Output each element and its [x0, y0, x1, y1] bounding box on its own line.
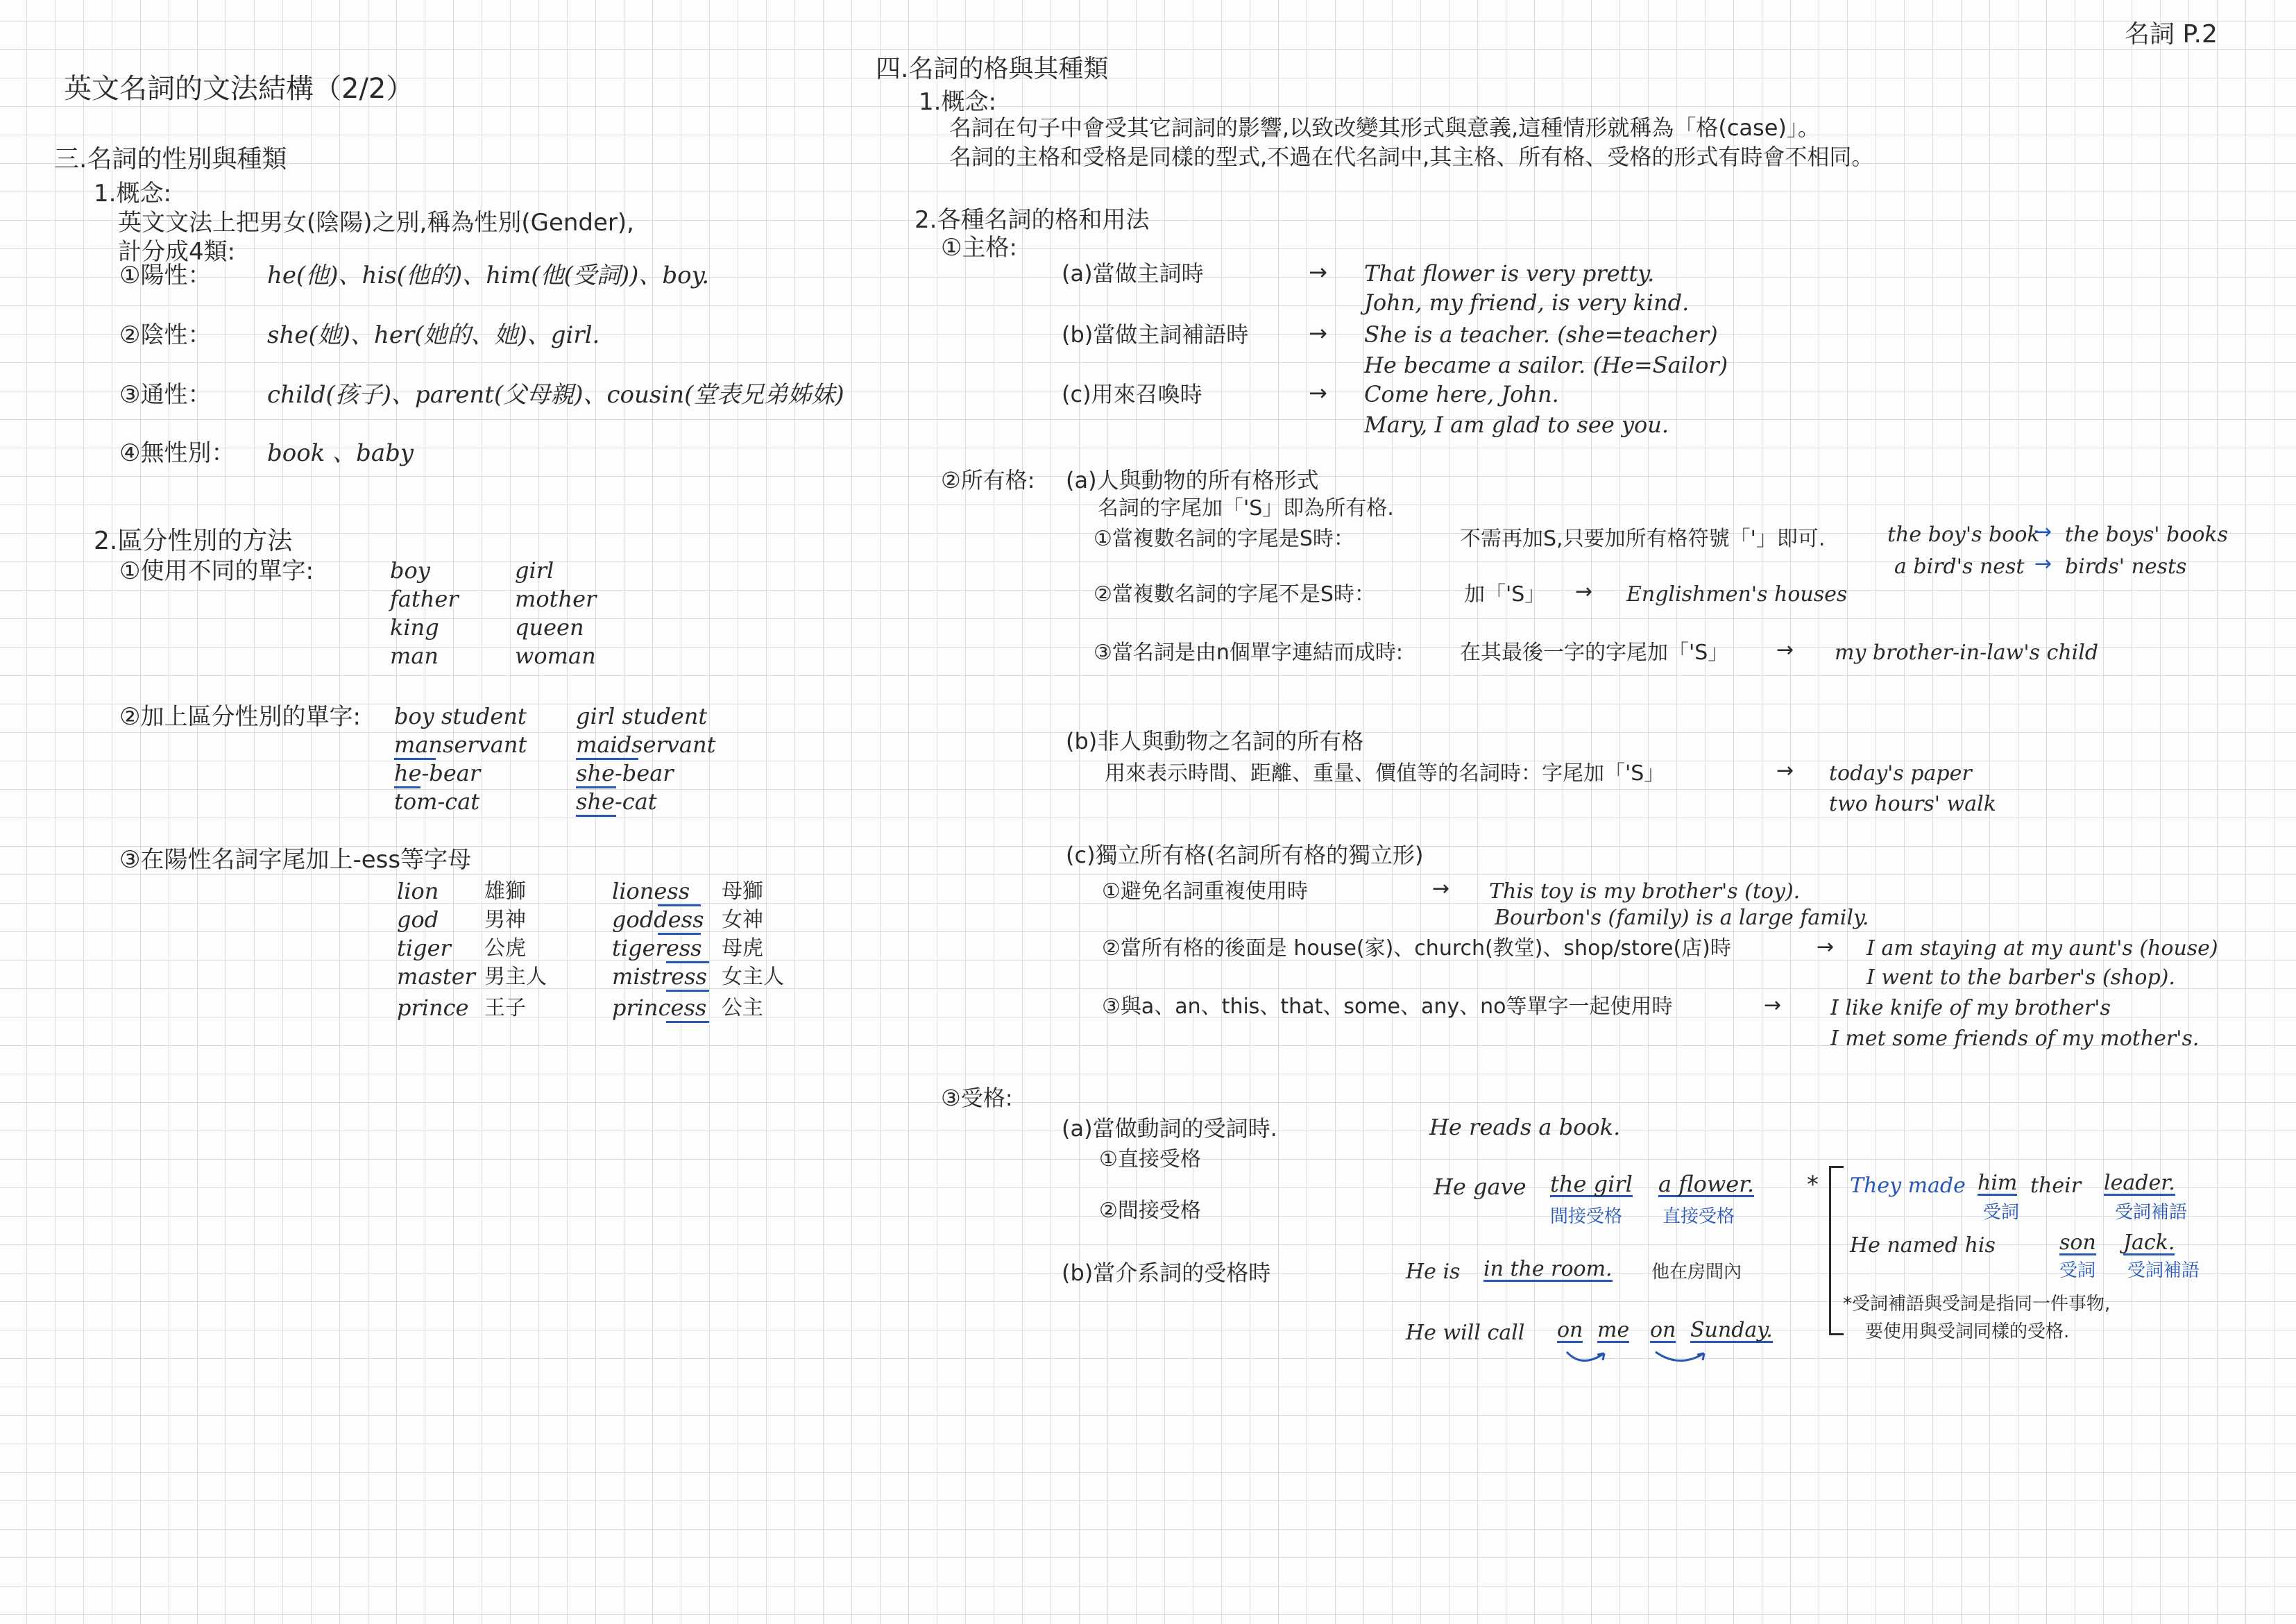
direct-object-tag: 直接受格 — [1663, 1206, 1735, 1227]
possessive-rule-detail: 在其最後一字的字尾加「'S」 — [1460, 641, 1729, 665]
arrow-icon: → — [1309, 380, 1327, 406]
note-object-tag: 受詞 — [1983, 1202, 2020, 1223]
nominative-case-label: (c)用來召喚時 — [1062, 381, 1202, 407]
highlight-underline — [658, 904, 701, 906]
example-sentence: He became a sailor. (He=Sailor) — [1364, 352, 1728, 378]
example-sentence: She is a teacher. (she=teacher) — [1364, 321, 1718, 348]
gender-type-label: ③通性： — [119, 381, 212, 409]
example-sentence: He reads a book. — [1429, 1114, 1621, 1140]
female-word-cn: 公主 — [722, 996, 763, 1020]
example-sentence: Mary, I am glad to see you. — [1364, 412, 1669, 438]
male-word: he-bear — [394, 760, 481, 786]
gender-type-words: book 、baby — [267, 439, 414, 467]
curved-arrow-icon — [1561, 1346, 1769, 1374]
arrow-icon: → — [2034, 552, 2052, 576]
example-sentence: I went to the barber's (shop). — [1866, 965, 2175, 990]
male-word: god — [397, 906, 439, 933]
male-word: master — [397, 963, 475, 990]
gender-type-label: ②陰性： — [119, 321, 212, 349]
case-concept-label: 1.概念: — [919, 88, 996, 116]
note-object-word: him — [1978, 1171, 2018, 1195]
example-sentence: I like knife of my brother's — [1830, 996, 2111, 1020]
gender-type-words: she(她)、her(她的、她)、girl. — [267, 321, 600, 349]
gender-type-words: child(孩子)、parent(父母親)、cousin(堂表兄弟姊妹) — [267, 381, 844, 409]
gender-concept-line: 計分成4類: — [118, 238, 236, 266]
female-word: lioness — [612, 878, 690, 904]
gender-concept-label: 1.概念: — [94, 180, 171, 208]
note-example: He named his — [1850, 1233, 1996, 1258]
highlight-underline — [666, 1021, 709, 1023]
example-sentence: my brother-in-law's child — [1835, 641, 2099, 665]
example-sentence: This toy is my brother's (toy). — [1489, 879, 1801, 904]
arrow-icon: → — [1817, 935, 1835, 959]
possessive-b-rule: 用來表示時間、距離、重量、價值等的名詞時：字尾加「'S」 — [1105, 761, 1665, 786]
possessive-a-rule: 名詞的字尾加「'S」即為所有格. — [1098, 496, 1394, 521]
object-word: me — [1597, 1318, 1630, 1342]
possessive-b-label: (b)非人與動物之名詞的所有格 — [1066, 728, 1364, 754]
male-word-cn: 男神 — [484, 908, 526, 932]
arrow-icon: → — [2034, 520, 2052, 544]
highlight-underline — [394, 758, 436, 760]
example-sentence: Bourbon's (family) is a large family. — [1495, 906, 1869, 930]
highlight-underline — [576, 758, 638, 760]
female-word: girl student — [576, 703, 708, 729]
possessive-rule-item: ②當複數名詞的字尾不是S時： — [1094, 582, 1375, 607]
arrow-icon: → — [1764, 993, 1782, 1017]
possessive-rule-item: ③當名詞是由n個單字連結而成時: — [1094, 641, 1404, 665]
possessive-a-label: (a)人與動物的所有格形式 — [1066, 467, 1319, 493]
note-object-word: son — [2059, 1230, 2096, 1255]
gender-type-words: he(他)、his(他的)、him(他(受詞))、boy. — [267, 262, 710, 289]
page-title: 英文名詞的文法結構（2/2） — [64, 73, 414, 105]
female-word: maidservant — [576, 731, 716, 758]
example-sentence: He will call — [1406, 1321, 1525, 1345]
highlight-underline — [666, 961, 709, 963]
example-translation: 他在房間內 — [1651, 1262, 1742, 1283]
objective-sub-label: ①直接受格 — [1099, 1147, 1201, 1172]
note-complement-tag: 受詞補語 — [2127, 1260, 2200, 1281]
male-word-cn: 公虎 — [484, 936, 526, 961]
indirect-object-tag: 間接受格 — [1550, 1206, 1623, 1227]
indirect-object-word: the girl — [1550, 1171, 1633, 1197]
example-sentence: today's paper — [1829, 761, 1972, 786]
page-label: 名詞 P.2 — [2125, 20, 2218, 49]
preposition-word: on — [1650, 1318, 1676, 1342]
male-word: father — [390, 586, 459, 612]
example-sentence: He is — [1406, 1260, 1461, 1284]
example-sentence: two hours' walk — [1829, 792, 1996, 816]
female-word: woman — [515, 643, 596, 669]
nominative-case-label: (b)當做主詞補語時 — [1062, 321, 1249, 348]
male-word: man — [390, 643, 439, 669]
female-word: she-cat — [576, 788, 657, 815]
female-word-cn: 母獅 — [722, 879, 763, 904]
note-complement-word: Jack. — [2123, 1230, 2175, 1255]
case-concept-line: 名詞在句子中會受其它詞詞的影響,以致改變其形式與意義,這種情形就稱為「格(case)」。 — [949, 115, 1820, 141]
female-word: she-bear — [576, 760, 674, 786]
male-word: manservant — [394, 731, 527, 758]
highlight-underline — [394, 786, 420, 788]
nominative-case-label: (a)當做主詞時 — [1062, 260, 1204, 287]
highlight-underline — [576, 815, 616, 817]
example-sentence: the boy's book — [1887, 523, 2040, 547]
example-sentence: He gave — [1434, 1174, 1527, 1200]
female-word-cn: 女神 — [722, 908, 763, 932]
note-text: 要使用與受詞同樣的受格. — [1865, 1321, 2070, 1342]
preposition-word: on — [1557, 1318, 1583, 1342]
section-three-heading: 三.名詞的性別與種類 — [54, 145, 287, 174]
possessive-label: ②所有格: — [941, 467, 1035, 493]
section-four-heading: 四.名詞的格與其種類 — [876, 55, 1109, 83]
objective-a-label: (a)當做動詞的受詞時. — [1062, 1115, 1277, 1142]
example-sentence: the boys' books — [2065, 523, 2228, 547]
gender-type-label: ④無性別： — [119, 439, 235, 467]
male-word-cn: 王子 — [484, 996, 526, 1020]
male-word-cn: 雄獅 — [484, 879, 526, 904]
note-example: their — [2030, 1174, 2082, 1198]
note-complement-tag: 受詞補語 — [2115, 1202, 2188, 1223]
method3-label: ③在陽性名詞字尾加上-ess等字母 — [119, 846, 472, 874]
example-sentence: I am staying at my aunt's (house) — [1866, 936, 2218, 961]
male-word: boy — [390, 557, 430, 584]
female-word-cn: 女主人 — [722, 965, 784, 989]
case-concept-line: 名詞的主格和受格是同樣的型式,不過在代名詞中,其主格、所有格、受格的形式有時會不相同。 — [949, 144, 1874, 170]
objective-sub-label: ②間接受格 — [1099, 1199, 1201, 1223]
possessive-c-label: (c)獨立所有格(名詞所有格的獨立形) — [1066, 842, 1424, 868]
female-word: mother — [515, 586, 597, 612]
highlight-underline — [658, 933, 701, 935]
arrow-icon: → — [1776, 759, 1794, 783]
example-sentence: a bird's nest — [1894, 555, 2025, 579]
highlight-underline — [666, 990, 709, 992]
male-word: king — [390, 614, 439, 641]
female-word: tigeress — [612, 935, 702, 961]
objective-b-label: (b)當介系詞的受格時 — [1062, 1260, 1271, 1286]
possessive-rule-item: ③與a、an、this、that、some、any、no等單字一起使用時 — [1102, 995, 1673, 1019]
note-bracket — [1829, 1166, 1844, 1335]
methods-heading: 2.區分性別的方法 — [94, 527, 293, 555]
example-sentence: Come here, John. — [1364, 381, 1559, 407]
example-sentence: That flower is very pretty. — [1364, 260, 1655, 287]
note-example: They made — [1850, 1174, 1966, 1198]
note-star: * — [1807, 1171, 1819, 1199]
possessive-rule-item: ②當所有格的後面是 house(家)、church(教堂)、shop/store(店)時 — [1102, 936, 1731, 961]
arrow-icon: → — [1309, 259, 1327, 285]
note-object-tag: 受詞 — [2059, 1260, 2096, 1281]
possessive-rule-detail: 加「'S」 — [1464, 582, 1546, 607]
female-word: mistress — [612, 963, 707, 990]
example-sentence: John, my friend, is very kind. — [1364, 289, 1690, 316]
example-sentence: I met some friends of my mother's. — [1830, 1026, 2200, 1051]
method1-label: ①使用不同的單字: — [119, 557, 314, 585]
arrow-icon: → — [1575, 580, 1593, 604]
note-complement-word: leader. — [2104, 1171, 2175, 1195]
female-word: princess — [612, 995, 707, 1021]
possessive-rule-item: ①當複數名詞的字尾是S時： — [1094, 527, 1354, 551]
male-word: tiger — [397, 935, 451, 961]
example-sentence: birds' nests — [2065, 555, 2187, 579]
female-word-cn: 母虎 — [722, 936, 763, 961]
gender-concept-line: 英文文法上把男女(陰陽)之別,稱為性別(Gender), — [118, 209, 634, 237]
gender-type-label: ①陽性： — [119, 262, 212, 289]
object-word: Sunday. — [1690, 1318, 1773, 1342]
male-word: tom-cat — [394, 788, 480, 815]
direct-object-word: a flower. — [1658, 1171, 1755, 1197]
female-word: girl — [515, 557, 554, 584]
male-word: lion — [397, 878, 439, 904]
possessive-rule-detail: 不需再加S,只要加所有格符號「'」即可. — [1460, 527, 1826, 551]
possessive-rule-item: ①避免名詞重複使用時 — [1102, 879, 1308, 904]
nominative-label: ①主格: — [941, 234, 1017, 262]
female-word: goddess — [612, 906, 704, 933]
highlight-underline — [576, 786, 616, 788]
male-word: boy student — [394, 703, 527, 729]
arrow-icon: → — [1432, 877, 1450, 901]
usage-heading: 2.各種名詞的格和用法 — [915, 206, 1150, 234]
female-word: queen — [515, 614, 584, 641]
note-text: *受詞補語與受詞是指同一件事物, — [1843, 1294, 2111, 1314]
male-word-cn: 男主人 — [484, 965, 547, 989]
objective-label: ③受格: — [941, 1085, 1013, 1111]
method2-label: ②加上區分性別的單字: — [119, 703, 361, 731]
arrow-icon: → — [1776, 638, 1794, 662]
male-word: prince — [397, 995, 469, 1021]
arrow-icon: → — [1309, 320, 1327, 346]
prepositional-phrase: in the room. — [1483, 1257, 1613, 1281]
example-sentence: Englishmen's houses — [1626, 582, 1848, 607]
